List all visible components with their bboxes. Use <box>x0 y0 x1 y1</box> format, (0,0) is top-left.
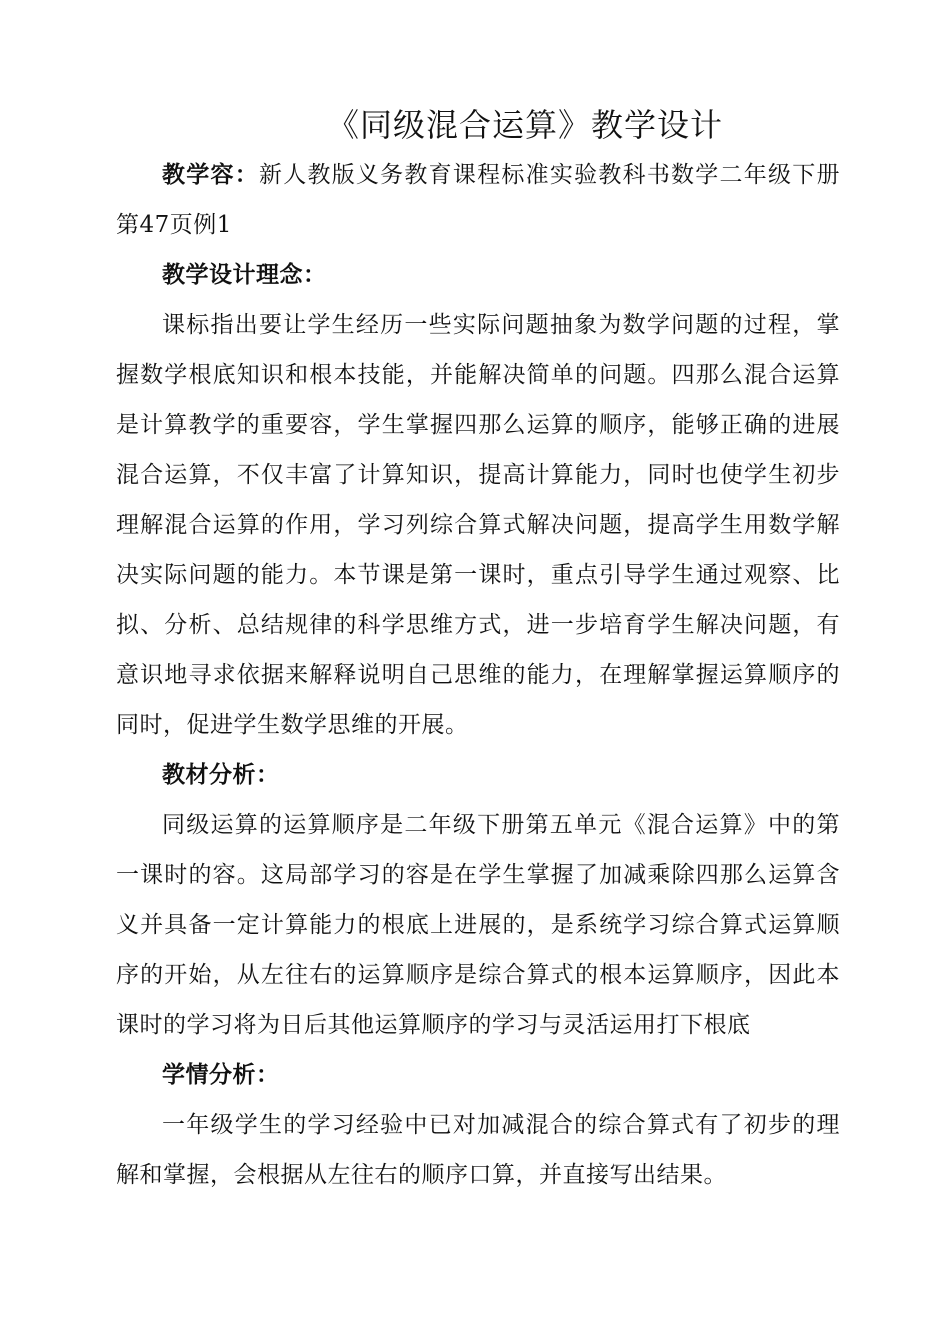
section-heading-material-analysis: 教材分析： <box>162 761 280 788</box>
teaching-content-text: 新人教版义务教育课程标准实验教科书数学二年级下册第47页例1 <box>116 162 841 238</box>
teaching-content-label: 教学容： <box>162 161 259 188</box>
document-body <box>116 150 840 1200</box>
document-title: 《同级混合运算》教学设计 <box>326 106 723 144</box>
section-heading-design-concept: 教学设计理念： <box>162 261 327 288</box>
section-paragraph-design-concept: 课标指出要让学生经历一些实际问题抽象为数学问题的过程，掌握数学根底知识和根本技能，并能解决简单的问题。四那么混合运算是计算教学的重要容，学生掌握四那么运算的顺序，能够正确的进展混合运算，不仅丰富了计算知识，提高计算能力，同时也使学生初步理解混合运算的作用，学习列综合算式解决问题，提高学生用数学解决实际问题的能力。本节课是第一课时，重点引导学生通过观察、比拟、分析、总结规律的科学思维方式，进一步培育学生解决问题，有意识地寻求依据来解释说明自己思维的能力，在理解掌握运算顺序的同时，促进学生数学思维的开展。 <box>116 312 840 738</box>
section-heading-student-analysis: 学情分析： <box>162 1061 280 1088</box>
section-paragraph-material-analysis: 同级运算的运算顺序是二年级下册第五单元《混合运算》中的第一课时的容。这局部学习的容是在学生掌握了加减乘除四那么运算含义并具备一定计算能力的根底上进展的，是系统学习综合算式运算顺序的开始，从左往右的运算顺序是综合算式的根本运算顺序，因此本课时的学习将为日后其他运算顺序的学习与灵活运用打下根底 <box>116 812 840 1038</box>
section-paragraph-student-analysis: 一年级学生的学习经验中已对加减混合的综合算式有了初步的理解和掌握，会根据从左往右的顺序口算，并直接写出结果。 <box>116 1112 840 1188</box>
teaching-content-paragraph <box>116 150 840 250</box>
